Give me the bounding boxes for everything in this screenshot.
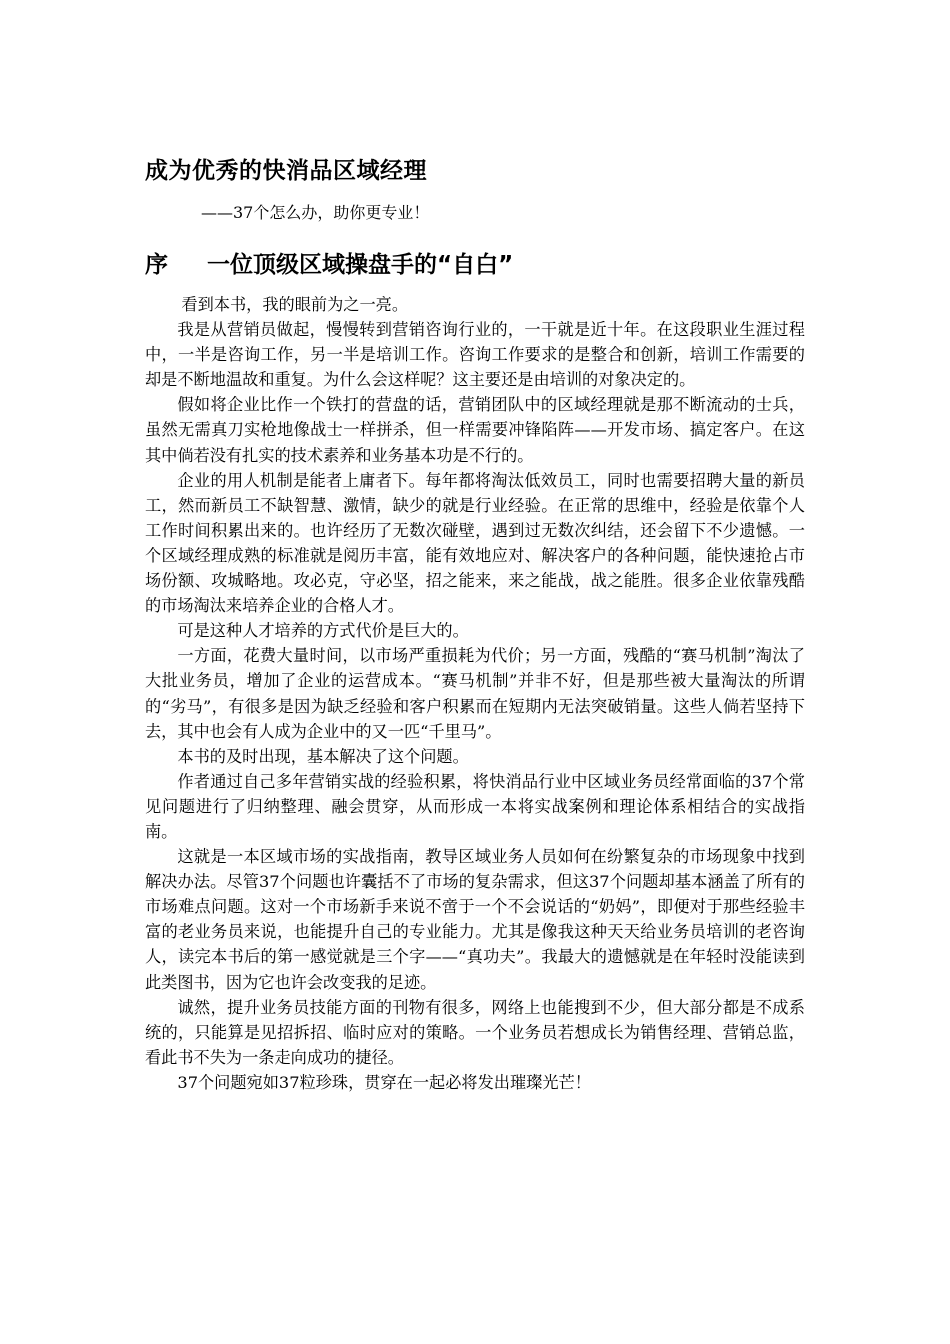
paragraph: 37个问题宛如37粒珍珠，贯穿在一起必将发出璀璨光芒！ bbox=[177, 1072, 591, 1092]
paragraph: 这就是一本区域市场的实战指南，教导区域业务人员如何在纷繁复杂的市场现象中找到解决办法。尽管37个问题也许囊括不了市场的复杂需求，但这37个问题却基本涵盖了所有的市场难点问题。这对一个市场新手来说不啻于一个不会说话的“奶妈”，即便对于那些经验丰富的老业务员来说，也能提升自己的专业能力。尤其是像我这种天天给业务员培训的老咨询人，读完本书后的第一感觉就是三个字——“真功夫”。我最大的遗憾就是在年轻时没能读到此类图书，因为它也许会改变我的足迹。 bbox=[145, 847, 805, 992]
paragraph: 企业的用人机制是能者上庸者下。每年都将淘汰低效员工，同时也需要招聘大量的新员工，然而新员工不缺智慧、激情，缺少的就是行业经验。在正常的思维中，经验是依靠个人工作时间积累出来的。也许经历了无数次碰壁，遇到过无数次纠结，还会留下不少遗憾。一个区域经理成熟的标准就是阅历丰富，能有效地应对、解决客户的各种问题，能快速抢占市场份额、攻城略地。攻必克，守必坚，招之能来，来之能战，战之能胜。很多企业依靠残酷的市场淘汰来培养企业的合格人才。 bbox=[145, 470, 805, 616]
paragraph: 可是这种人才培养的方式代价是巨大的。 bbox=[177, 621, 469, 641]
paragraph: 本书的及时出现，基本解决了这个问题。 bbox=[177, 746, 469, 766]
paragraph: 我是从营销员做起，慢慢转到营销咨询行业的，一干就是近十年。在这段职业生涯过程中，一半是咨询工作，另一半是培训工作。咨询工作要求的是整合和创新，培训工作需要的却是不断地温故和重复。为什么会这样呢？这主要还是由培训的对象决定的。 bbox=[145, 320, 805, 390]
paragraph: 作者通过自己多年营销实战的经验积累，将快消品行业中区域业务员经常面临的37个常见问题进行了归纳整理、融会贯穿，从而形成一本将实战案例和理论体系相结合的实战指南。 bbox=[145, 771, 805, 841]
preface-title: 一位顶级区域操盘手的“自白” bbox=[207, 252, 514, 278]
preface-body bbox=[145, 292, 805, 1095]
paragraph: 一方面，花费大量时间，以市场严重损耗为代价；另一方面，残酷的“赛马机制”淘汰了大批业务员，增加了企业的运营成本。“赛马机制”并非不好，但是那些被大量淘汰的所谓的“劣马”，有很多是因为缺乏经验和客户积累而在短期内无法突破销量。这些人倘若坚持下去，其中也会有人成为企业中的又一匹“千里马”。 bbox=[145, 646, 805, 741]
document-page bbox=[145, 152, 805, 1095]
preface-heading bbox=[145, 246, 805, 284]
paragraph: 假如将企业比作一个铁打的营盘的话，营销团队中的区域经理就是那不断流动的士兵，虽然无需真刀实枪地像战士一样拼杀，但一样需要冲锋陷阵——开发市场、搞定客户。在这其中倘若没有扎实的技术素养和业务基本功是不行的。 bbox=[145, 395, 805, 465]
book-subtitle: ——37个怎么办，助你更专业！ bbox=[201, 203, 430, 222]
preface-label: 序 bbox=[145, 252, 168, 278]
paragraph: 诚然，提升业务员技能方面的刊物有很多，网络上也能搜到不少，但大部分都是不成系统的，只能算是见招拆招、临时应对的策略。一个业务员若想成长为销售经理、营销总监，看此书不失为一条走向成功的捷径。 bbox=[145, 997, 805, 1067]
paragraph: 看到本书，我的眼前为之一亮。 bbox=[181, 295, 409, 314]
book-title: 成为优秀的快消品区域经理 bbox=[145, 158, 427, 184]
